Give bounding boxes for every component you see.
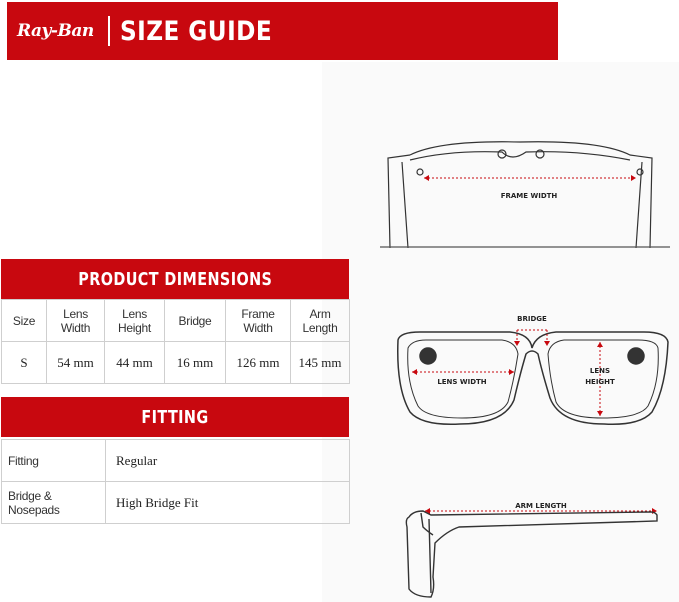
frame-width-diagram <box>380 130 670 250</box>
table-row <box>2 482 350 524</box>
table-cell: 145 mm <box>291 342 350 384</box>
product-dimensions-header <box>1 259 349 299</box>
fitting-value: Regular <box>106 440 350 482</box>
arm-length-diagram <box>395 497 675 602</box>
table-cell: 44 mm <box>105 342 165 384</box>
lens-width-arrow <box>412 369 514 375</box>
column-header: Lens Width <box>47 300 105 342</box>
product-dimensions-table <box>1 299 350 384</box>
arm-length-label: ARM LENGTH <box>515 502 567 510</box>
front-view-diagram <box>390 308 675 433</box>
fitting-title: FITTING <box>141 406 209 428</box>
ray-ban-logo: Ray-Ban <box>17 21 94 41</box>
fitting-header <box>1 397 349 437</box>
lens-height-label-line-2: HEIGHT <box>585 378 615 386</box>
table-cell: 54 mm <box>47 342 105 384</box>
bridge-arrow <box>514 330 550 346</box>
lens-height-label-line-1: LENS <box>589 367 611 375</box>
product-dimensions-title: PRODUCT DIMENSIONS <box>77 268 273 290</box>
table-cell: S <box>2 342 47 384</box>
table-cell: 126 mm <box>226 342 291 384</box>
table-header-row <box>2 300 350 342</box>
bridge-nosepads-value: High Bridge Fit <box>106 482 350 524</box>
column-header: Lens Height <box>105 300 165 342</box>
bridge-label: BRIDGE <box>517 315 547 323</box>
table-row <box>2 440 350 482</box>
column-header: Frame Width <box>226 300 291 342</box>
fitting-label: Fitting <box>2 440 106 482</box>
column-header: Bridge <box>165 300 226 342</box>
fitting-table <box>1 439 350 524</box>
table-row <box>2 342 350 384</box>
frame-width-arrow <box>424 175 636 181</box>
table-cell: 16 mm <box>165 342 226 384</box>
lens-width-label: LENS WIDTH <box>437 378 487 386</box>
banner-divider <box>108 16 110 46</box>
glasses-side-view-outline <box>406 511 657 597</box>
column-header: Size <box>2 300 47 342</box>
bridge-nosepads-label: Bridge & Nosepads <box>2 482 106 524</box>
column-header: Arm Length <box>291 300 350 342</box>
size-guide-banner <box>7 2 558 60</box>
frame-width-label: FRAME WIDTH <box>500 192 558 200</box>
page-title: SIZE GUIDE <box>119 15 272 47</box>
